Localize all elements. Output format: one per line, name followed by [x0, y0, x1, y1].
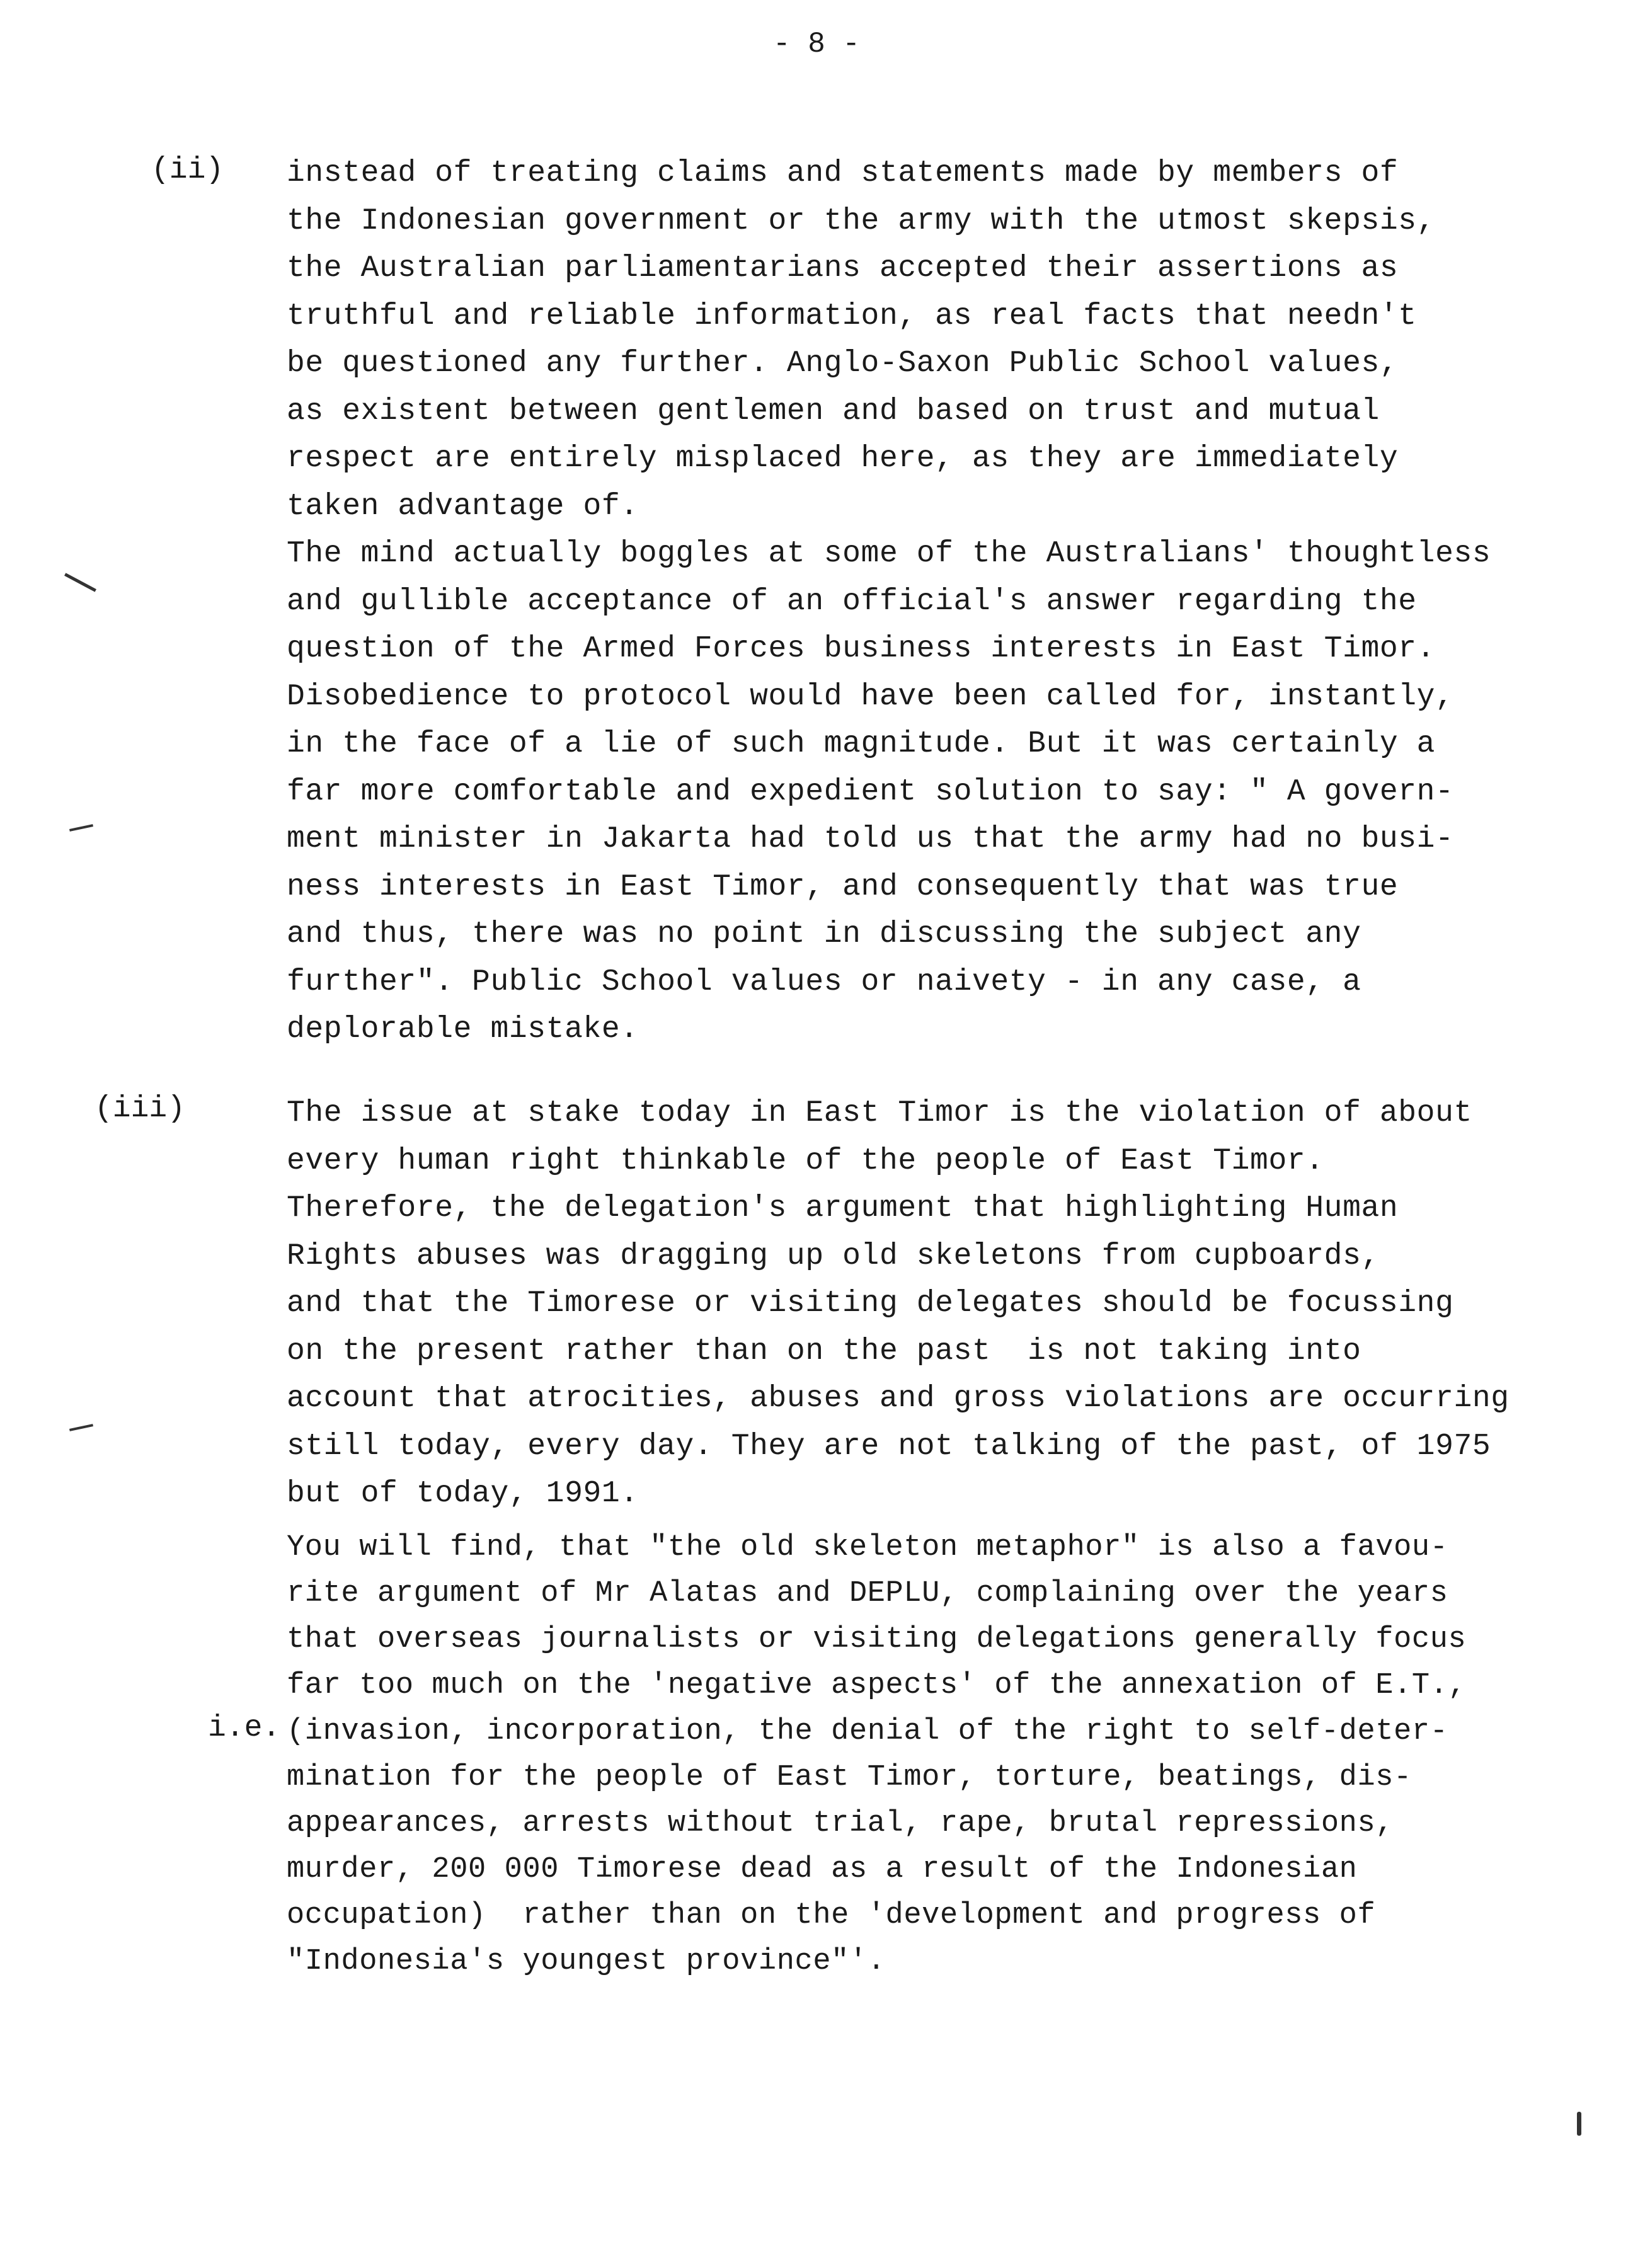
text-line: murder, 200 000 Timorese dead as a result of the Indonesian	[287, 1853, 1358, 1886]
text-line: occupation) rather than on the 'development and progress of	[287, 1899, 1376, 1932]
margin-tick-mark	[69, 1424, 93, 1431]
text-line: question of the Armed Forces business interests in East Timor.	[287, 632, 1436, 666]
text-line: far too much on the 'negative aspects' of the annexation of E.T.,	[287, 1669, 1467, 1702]
text-line: ness interests in East Timor, and consequently that was true	[287, 869, 1399, 904]
text-line: ment minister in Jakarta had told us that the army had no busi-	[287, 822, 1454, 856]
text-line: every human right thinkable of the people of East Timor.	[287, 1143, 1324, 1178]
text-line: Therefore, the delegation's argument that highlighting Human	[287, 1191, 1399, 1225]
text-line: taken advantage of.	[287, 489, 639, 524]
section-ii-paragraph-1	[287, 150, 1622, 530]
text-line: account that atrocities, abuses and gross violations are occurring	[287, 1382, 1510, 1416]
text-line: further". Public School values or naivety - in any case, a	[287, 965, 1361, 999]
margin-tick-mark	[1577, 2112, 1581, 2136]
text-line: The issue at stake today in East Timor is the violation of about	[287, 1096, 1472, 1130]
text-line: respect are entirely misplaced here, as they are immediately	[287, 442, 1399, 476]
text-line: You will find, that "the old skeleton metaphor" is also a favou-	[287, 1531, 1448, 1564]
text-line: the Indonesian government or the army with the utmost skepsis,	[287, 203, 1436, 238]
text-line: and gullible acceptance of an official's answer regarding the	[287, 584, 1417, 619]
text-line: Disobedience to protocol would have been called for, instantly,	[287, 679, 1454, 714]
text-line: and thus, there was no point in discussing the subject any	[287, 917, 1361, 951]
section-label-iii: (iii)	[95, 1092, 186, 1126]
text-line: instead of treating claims and statements made by members of	[287, 156, 1399, 190]
text-line: that overseas journalists or visiting delegations generally focus	[287, 1623, 1467, 1656]
text-line: still today, every day. They are not talking of the past, of 1975	[287, 1429, 1491, 1463]
text-line: in the face of a lie of such magnitude. But it was certainly a	[287, 727, 1436, 761]
text-line: mination for the people of East Timor, torture, beatings, dis-	[287, 1761, 1412, 1794]
text-line: rite argument of Mr Alatas and DEPLU, complaining over the years	[287, 1577, 1448, 1610]
text-line: but of today, 1991.	[287, 1477, 639, 1511]
text-line: deplorable mistake.	[287, 1012, 639, 1046]
text-line: and that the Timorese or visiting delegates should be focussing	[287, 1286, 1454, 1320]
text-line: far more comfortable and expedient solution to say: " A govern-	[287, 774, 1454, 809]
text-line: appearances, arrests without trial, rape, brutal repressions,	[287, 1807, 1394, 1840]
section-label-ii: (ii)	[151, 153, 224, 187]
text-line: Rights abuses was dragging up old skeletons from cupboards,	[287, 1239, 1380, 1273]
page-number: - 8 -	[772, 28, 861, 60]
text-line: truthful and reliable information, as real facts that needn't	[287, 299, 1417, 333]
section-iii-paragraph-1	[287, 1090, 1622, 1518]
margin-note-ie: i.e.	[208, 1711, 281, 1745]
margin-tick-mark	[64, 573, 96, 592]
section-iii-paragraph-2	[287, 1525, 1622, 1984]
text-line: on the present rather than on the past is not taking into	[287, 1334, 1361, 1368]
section-ii-paragraph-2	[287, 530, 1622, 1054]
text-line: be questioned any further. Anglo-Saxon Public School values,	[287, 346, 1399, 381]
margin-tick-mark	[69, 824, 93, 832]
text-line: as existent between gentlemen and based on trust and mutual	[287, 394, 1380, 428]
text-line: The mind actually boggles at some of the Australians' thoughtless	[287, 537, 1491, 571]
text-line: (invasion, incorporation, the denial of the right to self-deter-	[287, 1715, 1448, 1748]
text-line: "Indonesia's youngest province"'.	[287, 1945, 886, 1978]
text-line: the Australian parliamentarians accepted their assertions as	[287, 251, 1399, 285]
